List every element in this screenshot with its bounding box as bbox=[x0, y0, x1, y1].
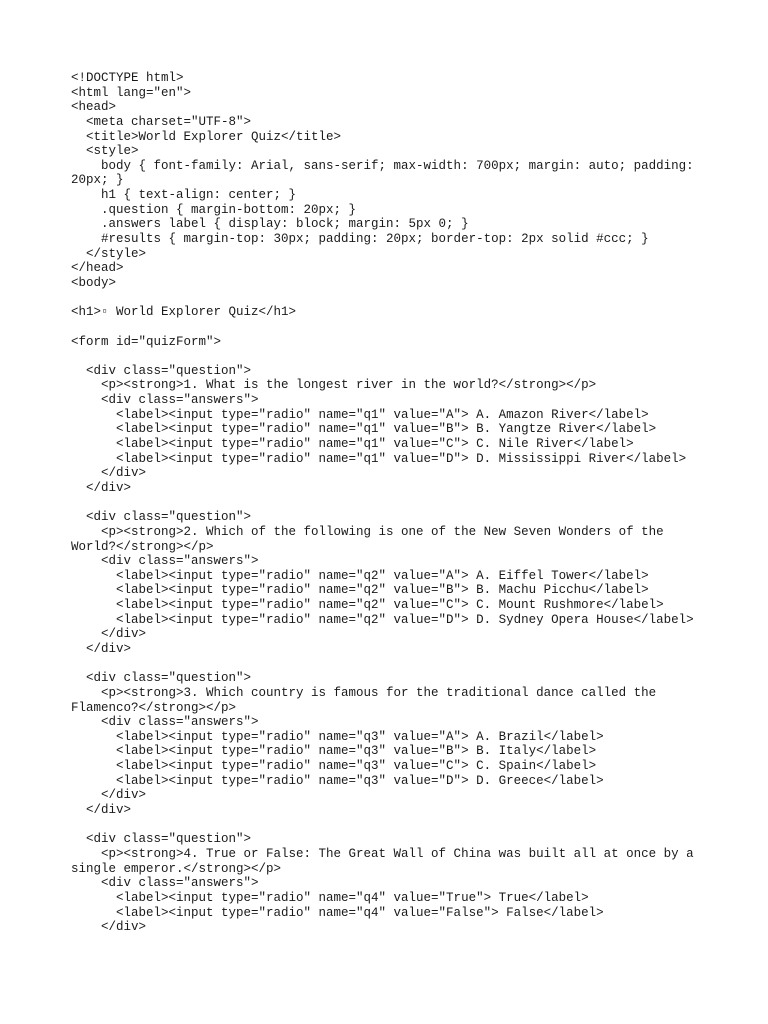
code-line: <div class="answers"> bbox=[71, 393, 259, 408]
code-line: <body> bbox=[71, 275, 117, 290]
code-line: </div> bbox=[71, 627, 147, 642]
code-line: <meta charset="UTF-8"> bbox=[71, 114, 252, 129]
code-line: h1 { text-align: center; } bbox=[71, 188, 297, 203]
blank-line bbox=[71, 818, 701, 833]
code-line: <title>World Explorer Quiz</title> bbox=[71, 129, 342, 144]
code-line: </style> bbox=[71, 246, 147, 261]
code-line: <label><input type="radio" name="q4" value="False"> False</label> bbox=[71, 905, 604, 920]
code-line: <form id="quizForm"> bbox=[71, 334, 222, 349]
code-line: 20px; } bbox=[71, 173, 124, 188]
code-line: <div class="question"> bbox=[71, 510, 252, 525]
blank-line bbox=[71, 291, 701, 306]
code-line: <style> bbox=[71, 144, 139, 159]
code-line: <div class="question"> bbox=[71, 363, 252, 378]
code-line: </div> bbox=[71, 920, 147, 935]
blank-line bbox=[71, 496, 701, 511]
code-line: <label><input type="radio" name="q3" value="B"> B. Italy</label> bbox=[71, 744, 597, 759]
code-line: <p><strong>3. Which country is famous for the traditional dance called the bbox=[71, 685, 657, 700]
code-line: <label><input type="radio" name="q4" value="True"> True</label> bbox=[71, 890, 589, 905]
code-line: <label><input type="radio" name="q1" value="B"> B. Yangtze River</label> bbox=[71, 422, 657, 437]
code-line: <label><input type="radio" name="q3" value="A"> A. Brazil</label> bbox=[71, 729, 604, 744]
code-line: <div class="question"> bbox=[71, 671, 252, 686]
code-line: World?</strong></p> bbox=[71, 539, 214, 554]
code-line: <h1>▫ World Explorer Quiz</h1> bbox=[71, 305, 297, 320]
code-line: </div> bbox=[71, 803, 132, 818]
code-line: <label><input type="radio" name="q1" value="C"> C. Nile River</label> bbox=[71, 437, 634, 452]
code-line: </head> bbox=[71, 261, 124, 276]
code-line: </div> bbox=[71, 480, 132, 495]
code-line: body { font-family: Arial, sans-serif; max-width: 700px; margin: auto; padding: bbox=[71, 158, 694, 173]
code-line: <label><input type="radio" name="q1" value="D"> D. Mississippi River</label> bbox=[71, 451, 687, 466]
code-line: <p><strong>1. What is the longest river in the world?</strong></p> bbox=[71, 378, 597, 393]
blank-line bbox=[71, 657, 701, 672]
code-line: <p><strong>2. Which of the following is one of the New Seven Wonders of the bbox=[71, 524, 664, 539]
code-line: <label><input type="radio" name="q2" value="A"> A. Eiffel Tower</label> bbox=[71, 568, 649, 583]
code-document bbox=[71, 71, 701, 935]
code-line: .question { margin-bottom: 20px; } bbox=[71, 202, 357, 217]
code-line: <label><input type="radio" name="q2" value="C"> C. Mount Rushmore</label> bbox=[71, 598, 664, 613]
code-line: <html lang="en"> bbox=[71, 85, 192, 100]
code-line: #results { margin-top: 30px; padding: 20px; border-top: 2px solid #ccc; } bbox=[71, 232, 649, 247]
code-line: <div class="answers"> bbox=[71, 554, 259, 569]
code-line: Flamenco?</strong></p> bbox=[71, 700, 237, 715]
code-line: <!DOCTYPE html> bbox=[71, 71, 184, 85]
code-line: <div class="question"> bbox=[71, 832, 252, 847]
code-line: <label><input type="radio" name="q3" value="D"> D. Greece</label> bbox=[71, 773, 604, 788]
code-line: <head> bbox=[71, 100, 117, 115]
code-line: single emperor.</strong></p> bbox=[71, 861, 282, 876]
code-line: <div class="answers"> bbox=[71, 876, 259, 891]
code-line: </div> bbox=[71, 788, 147, 803]
code-line: </div> bbox=[71, 641, 132, 656]
blank-line bbox=[71, 320, 701, 335]
code-line: <label><input type="radio" name="q1" value="A"> A. Amazon River</label> bbox=[71, 407, 649, 422]
blank-line bbox=[71, 349, 701, 364]
code-line: </div> bbox=[71, 466, 147, 481]
code-line: <div class="answers"> bbox=[71, 715, 259, 730]
code-line: <label><input type="radio" name="q2" value="D"> D. Sydney Opera House</label> bbox=[71, 612, 694, 627]
code-line: <label><input type="radio" name="q2" value="B"> B. Machu Picchu</label> bbox=[71, 583, 649, 598]
code-line: <p><strong>4. True or False: The Great Wall of China was built all at once by a bbox=[71, 846, 694, 861]
code-line: .answers label { display: block; margin: 5px 0; } bbox=[71, 217, 469, 232]
code-line: <label><input type="radio" name="q3" value="C"> C. Spain</label> bbox=[71, 759, 597, 774]
